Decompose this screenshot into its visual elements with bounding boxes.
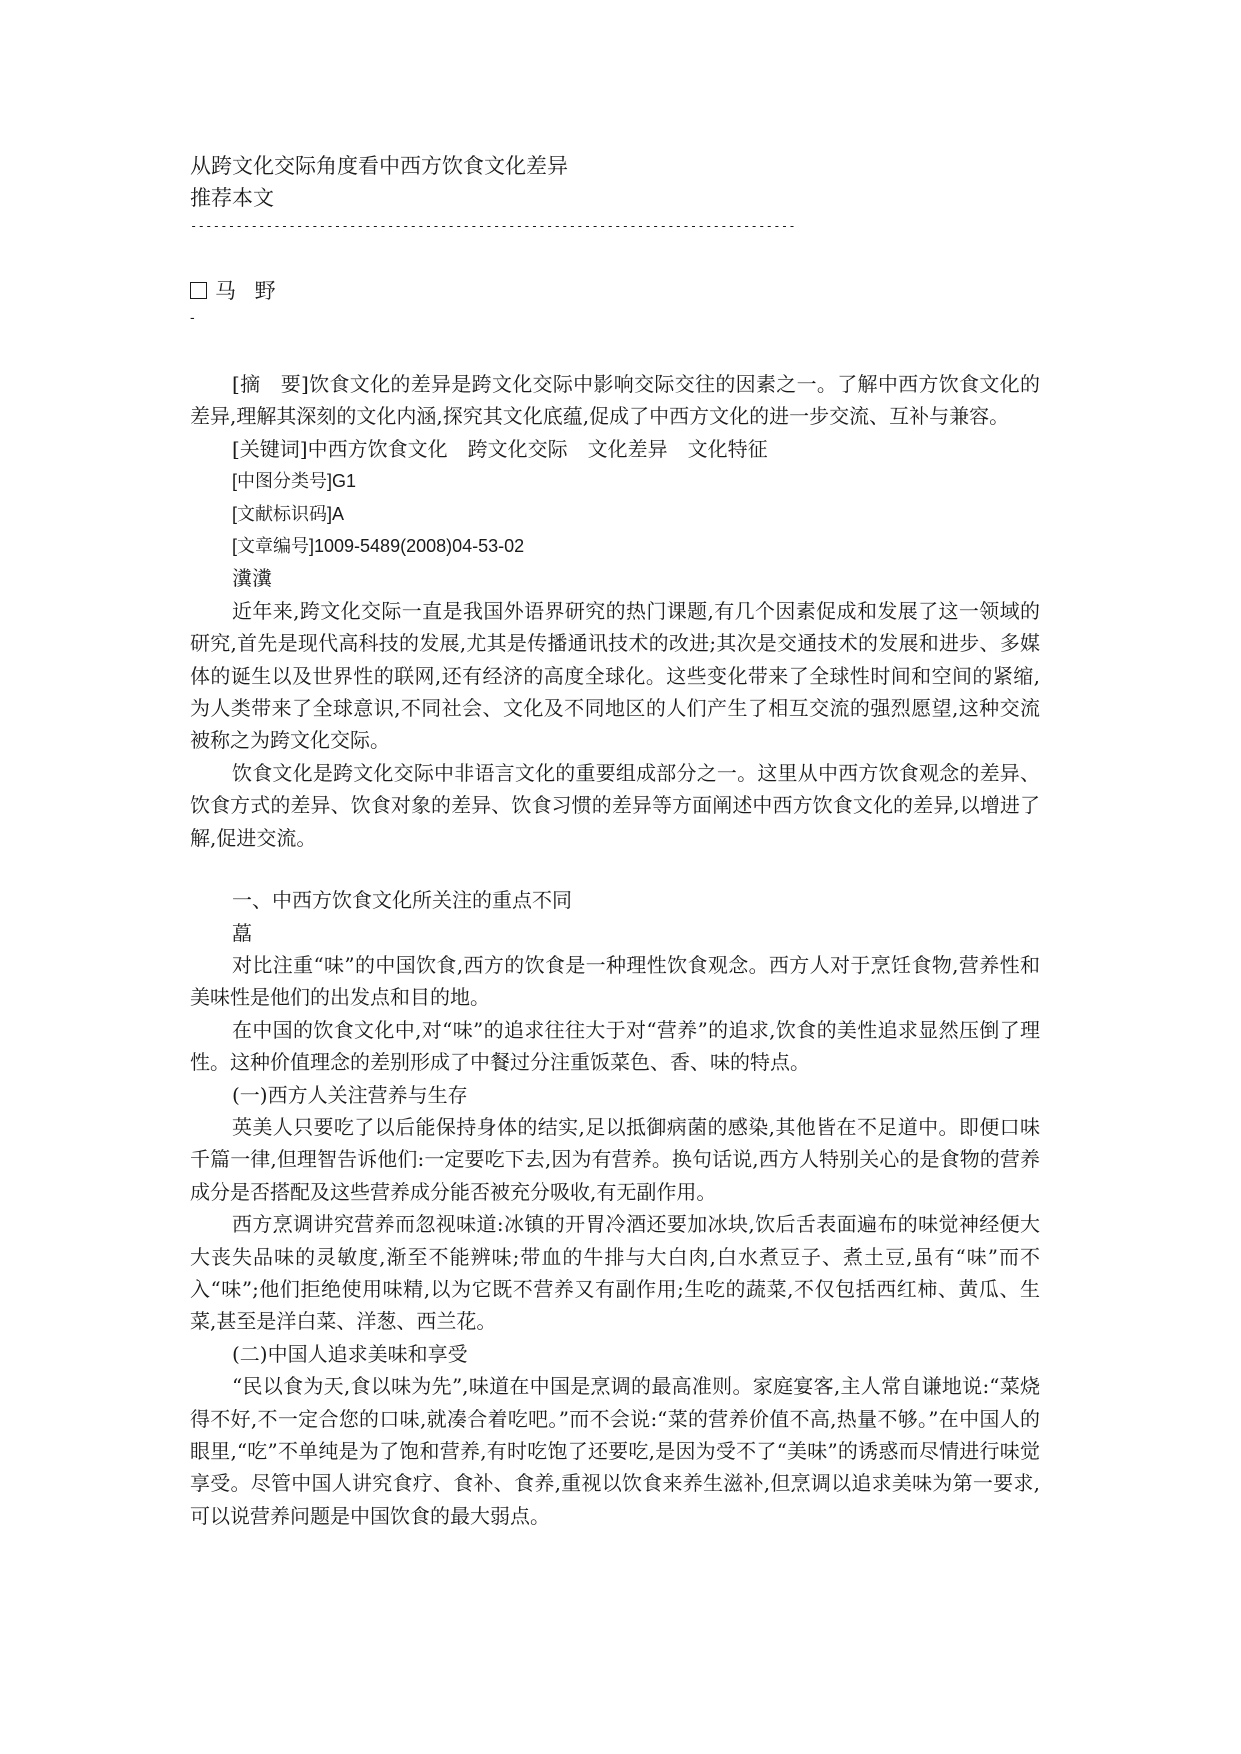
abstract-paragraph: [摘 要]饮食文化的差异是跨文化交际中影响交际交往的因素之一。了解中西方饮食文化的差异,理解其深刻的文化内涵,探究其文化底蕴,促成了中西方文化的进一步交流、互补与兼容。 — [190, 372, 1040, 429]
author-line — [190, 276, 1040, 306]
spacer — [190, 854, 1040, 884]
square-bullet-icon — [190, 282, 207, 299]
author-dash: - — [190, 309, 195, 325]
separator-line: -------------------------------------------------------------------------------- — [190, 219, 796, 233]
article-body — [190, 368, 1040, 1532]
article-title: 从跨文化交际角度看中西方饮食文化差异 — [190, 154, 568, 178]
document-page — [190, 150, 1040, 1532]
scope-paragraph: 饮食文化是跨文化交际中非语言文化的重要组成部分之一。这里从中西方饮食观念的差异、饮食方式的差异、饮食对象的差异、饮食习惯的差异等方面阐述中西方饮食文化的差异,以增进了解,促进交流。 — [190, 760, 1040, 850]
body-paragraph: “民以食为天,食以味为先”,味道在中国是烹调的最高准则。家庭宴客,主人常自谦地说:“菜烧得不好,不一定合您的口味,就凑合着吃吧。”而不会说:“菜的营养价值不高,热量不够。”在中国人的眼里,“吃”不单纯是为了饱和营养,有时吃饱了还要吃,是因为受不了“美味”的诱惑而尽情进行味觉享受。尽管中国人讲究食疗、食补、食养,重视以饮食来养生滋补,但烹调以追求美味为第一要求,可以说营养问题是中国饮食的最大弱点。 — [190, 1374, 1040, 1528]
intro-paragraph: 近年来,跨文化交际一直是我国外语界研究的热门课题,有几个因素促成和发展了这一领域的研究,首先是现代高科技的发展,尤其是传播通讯技术的改进;其次是交通技术的发展和进步、多媒体的诞生以及世界性的联网,还有经济的高度全球化。这些变化带来了全球性时间和空间的紧缩,为人类带来了全球意识,不同社会、文化及不同地区的人们产生了相互交流的强烈愿望,这种交流被称之为跨文化交际。 — [190, 598, 1040, 753]
body-paragraph: 英美人只要吃了以后能保持身体的结实,足以抵御病菌的感染,其他皆在不足道中。即便口味千篇一律,但理智告诉他们:一定要吃下去,因为有营养。换句话说,西方人特别关心的是食物的营养成分是否搭配及这些营养成分能否被充分吸收,有无副作用。 — [190, 1114, 1040, 1204]
body-paragraph: 对比注重“味”的中国饮食,西方的饮食是一种理性饮食观念。西方人对于烹饪食物,营养性和美味性是他们的出发点和目的地。 — [190, 952, 1040, 1010]
classification-number: [中图分类号]G1 — [232, 471, 357, 492]
document-code: [文献标识码]A — [232, 503, 345, 524]
subsection-heading-2: (二)中国人追求美味和享受 — [232, 1341, 468, 1366]
body-paragraph: 在中国的饮食文化中,对“味”的追求往往大于对“营养”的追求,饮食的美性追求显然压倒了理性。这种价值理念的差别形成了中餐过分注重饭菜色、香、味的特点。 — [190, 1017, 1040, 1075]
section-heading-1: 一、中西方饮食文化所关注的重点不同 — [232, 888, 572, 913]
author-name: 马 野 — [215, 279, 282, 303]
body-paragraph: 西方烹调讲究营养而忽视味道:冰镇的开胃冷酒还要加冰块,饮后舌表面遍布的味觉神经便大大丧失品味的灵敏度,渐至不能辨味;带血的牛排与大白肉,白水煮豆子、煮土豆,虽有“味”而不入“味”;他们拒绝使用味精,以为它既不营养又有副作用;生吃的蔬菜,不仅包括西红柿、黄瓜、生菜,甚至是洋白菜、洋葱、西兰花。 — [190, 1212, 1040, 1334]
stray-characters: 瀵瀵 — [232, 566, 272, 591]
recommend-label: 推荐本文 — [190, 186, 274, 210]
keywords-line: [关键词]中西方饮食文化 跨文化交际 文化差异 文化特征 — [232, 436, 768, 461]
subsection-heading-1: (一)西方人关注营养与生存 — [232, 1082, 468, 1107]
stray-character: 藠 — [232, 920, 252, 945]
article-number: [文章编号]1009-5489(2008)04-53-02 — [232, 536, 525, 557]
